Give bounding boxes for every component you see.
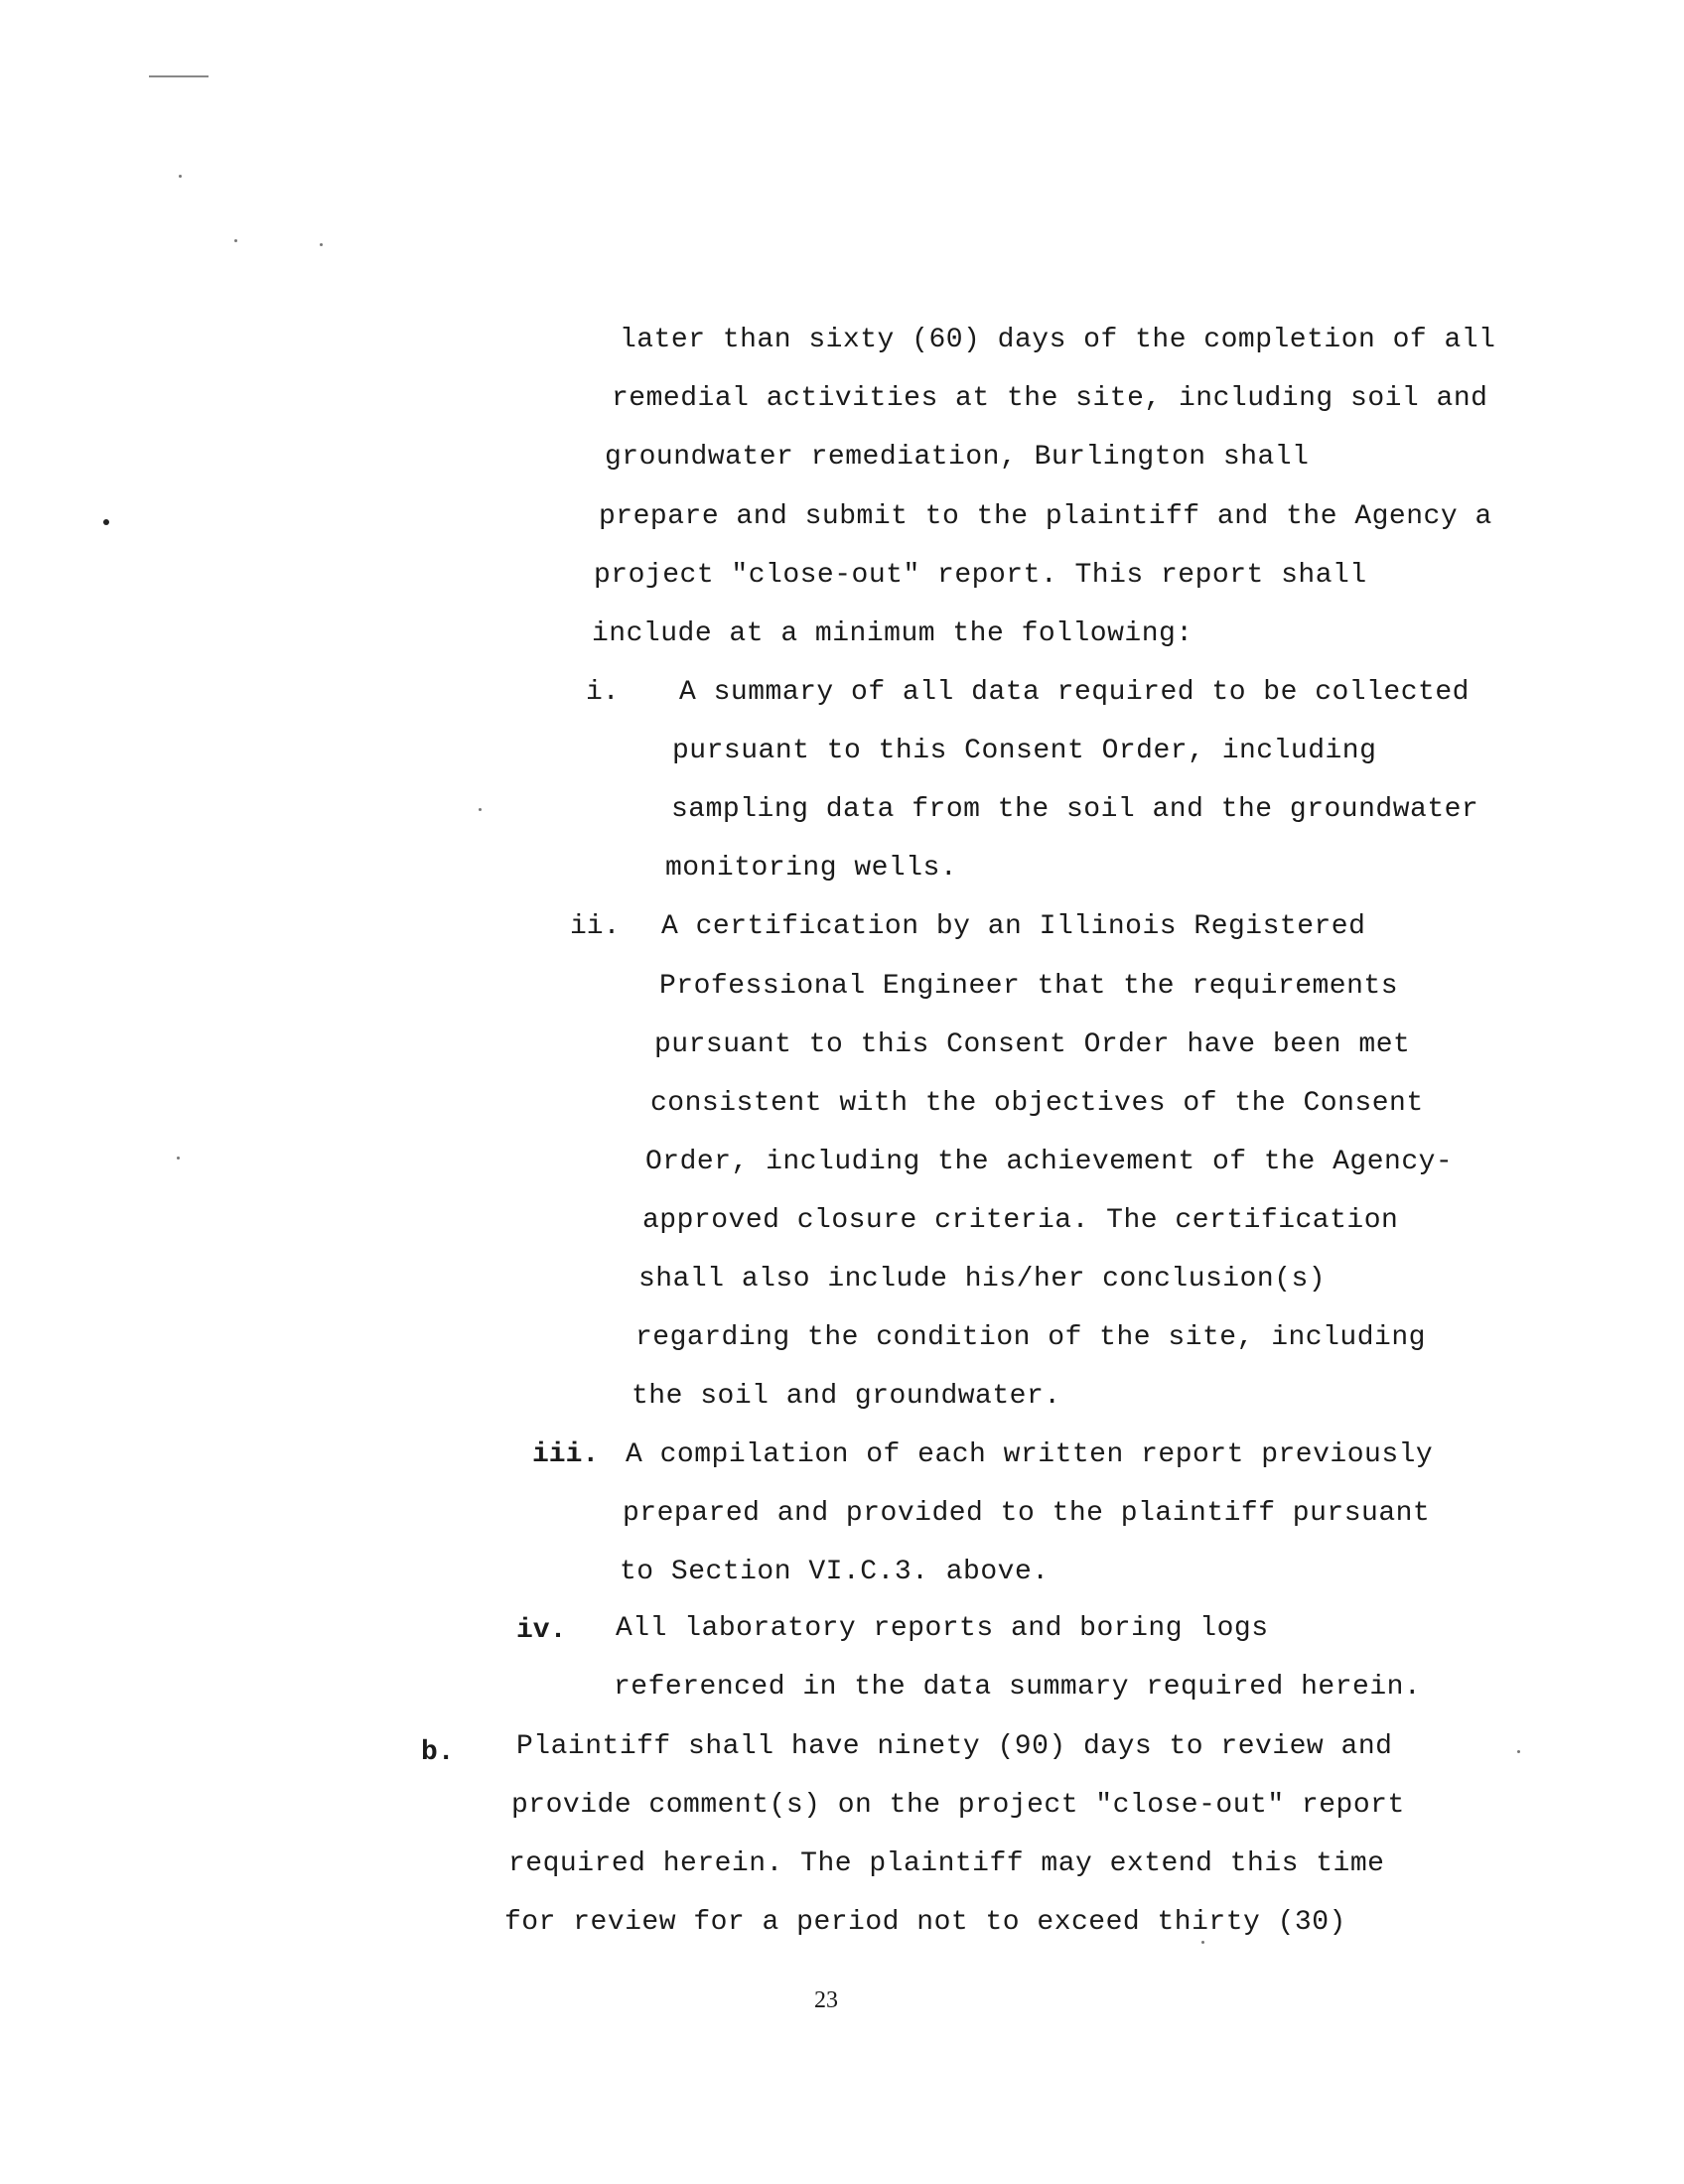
list-item-line: Professional Engineer that the requirements	[659, 971, 1399, 1002]
section-line: Plaintiff shall have ninety (90) days to review and	[516, 1731, 1393, 1762]
paragraph-line: include at a minimum the following:	[592, 618, 1193, 649]
scan-speck	[1517, 1750, 1520, 1753]
paragraph-line: later than sixty (60) days of the completion of all	[620, 325, 1496, 355]
list-item-line: prepared and provided to the plaintiff pursuant	[623, 1498, 1431, 1529]
list-item-line: the soil and groundwater.	[632, 1381, 1061, 1412]
list-item-line: pursuant to this Consent Order have been met	[654, 1029, 1411, 1060]
list-item-line: A summary of all data required to be collected	[679, 677, 1470, 708]
scan-speck	[234, 239, 237, 242]
list-item-line: referenced in the data summary required herein.	[614, 1672, 1422, 1703]
list-item-marker: ii.	[570, 911, 621, 942]
scan-speck	[103, 519, 109, 525]
section-line: required herein. The plaintiff may extend this time	[508, 1848, 1385, 1879]
scan-speck	[179, 175, 182, 178]
scan-speck	[1201, 1941, 1204, 1944]
paragraph-line: remedial activities at the site, including soil and	[612, 383, 1488, 414]
list-item-marker: i.	[586, 677, 620, 708]
list-item-marker: iv.	[516, 1615, 567, 1646]
scan-speck	[177, 1157, 180, 1160]
scan-speck	[320, 243, 323, 246]
list-item-line: Order, including the achievement of the Agency-	[645, 1147, 1454, 1177]
paragraph-line: groundwater remediation, Burlington shall	[605, 442, 1310, 473]
list-item-line: approved closure criteria. The certification	[642, 1205, 1399, 1236]
list-item-line: A certification by an Illinois Registered	[661, 911, 1366, 942]
list-item-line: regarding the condition of the site, including	[635, 1322, 1426, 1353]
section-line: provide comment(s) on the project "close-out" report	[511, 1790, 1405, 1821]
list-item-line: sampling data from the soil and the groundwater	[671, 794, 1479, 825]
list-item-line: pursuant to this Consent Order, including	[672, 736, 1377, 766]
list-item-line: monitoring wells.	[665, 853, 958, 884]
scan-mark	[149, 75, 209, 77]
page-number: 23	[814, 1987, 838, 2013]
list-item-marker: iii.	[532, 1439, 600, 1470]
list-item-line: A compilation of each written report previously	[626, 1439, 1434, 1470]
scan-speck	[479, 808, 482, 811]
list-item-line: shall also include his/her conclusion(s)	[638, 1264, 1327, 1295]
paragraph-line: prepare and submit to the plaintiff and the Agency a	[599, 501, 1492, 532]
paragraph-line: project "close-out" report. This report shall	[594, 560, 1367, 591]
section-marker: b.	[421, 1737, 455, 1768]
list-item-line: All laboratory reports and boring logs	[616, 1613, 1269, 1644]
section-line: for review for a period not to exceed thirty (30)	[504, 1907, 1346, 1938]
list-item-line: consistent with the objectives of the Consent	[650, 1088, 1424, 1119]
list-item-line: to Section VI.C.3. above.	[620, 1557, 1050, 1587]
